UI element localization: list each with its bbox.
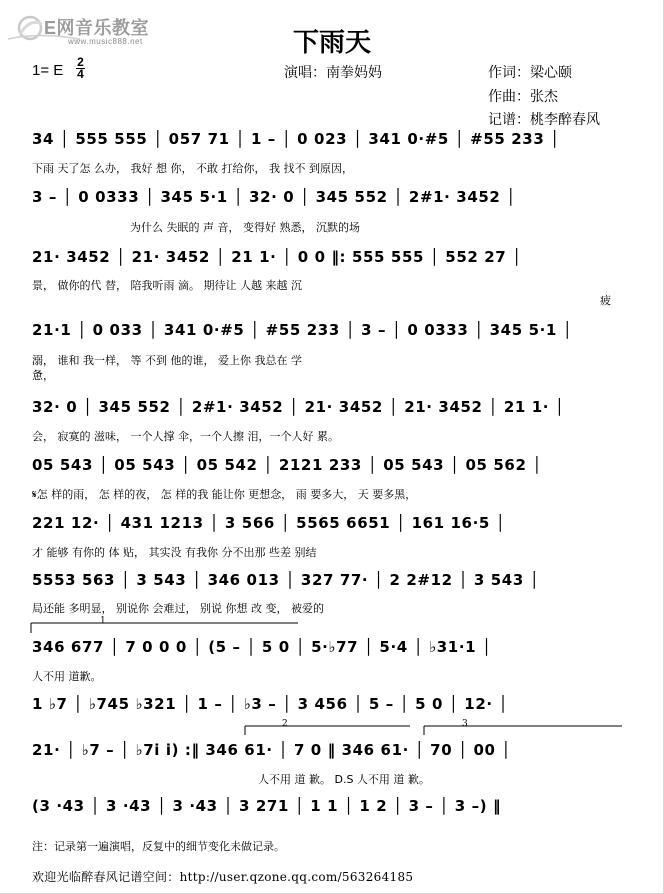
song-title: 下雨天 [292,28,371,58]
score-row-3-lyrics: 景， 做你的代 替， 陪我听雨 滴。 期待让 人越 来越 沉 [32,279,302,292]
score-row-2-notes: 3 – │ 0 0333 │ 345 5·1 │ 32· 0 │ 345 552 │ 2#1· 3452 │ [32,188,516,206]
volta-1-label: 1 [100,616,106,626]
meter-bottom: 4 [77,67,84,81]
score-row-2-lyrics: 为什么 失眠的 声 音， 变得好 熟悉， 沉默的场 [130,221,360,234]
singer-credit: 演唱：南拳妈妈 [284,65,382,81]
volta-2-label: 2 [282,719,288,729]
score-row-8-notes: 5553 563 │ 3 543 │ 346 013 │ 327 77· │ 2 2#12 │ 3 543 │ [32,571,540,589]
volta-3-label: 3 [462,719,468,729]
score-row-1-lyrics: 下雨 天了怎 么办， 我好 想 你， 不敢 打给你， 我 找不 到原因， [32,162,353,175]
score-row-11-lyrics: 人不用 道 歉。 D.S 人不用 道 歉。 [258,773,430,786]
footer-credit: 欢迎光临醉春风记谱空间：http://user.qzone.qq.com/563264185 [32,870,414,884]
score-row-9-lyrics: 人不用 道歉。 [32,670,102,683]
score-row-1-notes: 34 │ 555 555 │ 057 71 │ 1 – │ 0 023 │ 341 0·#5 │ #55 233 │ [32,130,560,148]
score-row-5-lyrics: 会， 寂寞的 滋味， 一个人撑 伞，一个人擦 泪，一个人好 累。 [32,430,339,443]
meter-top: 2 [77,55,84,69]
score-row-10-notes: 1 ♭7 │ ♭745 ♭321 │ 1 – │ ♭3 – │ 3 456 │ 5 – │ 5 0 │ 12· │ [32,695,509,713]
composer-credit: 作曲：张杰 [488,89,558,105]
volta-1-bracket [30,620,300,634]
score-row-12-notes: (3 ·43 │ 3 ·43 │ 3 ·43 │ 3 271 │ 1 1 │ 1 2 │ 3 – │ 3 –) ‖ [32,797,502,815]
score-row-4-lyrics-alt: 惫， [32,369,54,382]
score-row-5-notes: 32· 0 │ 345 552 │ 2#1· 3452 │ 21· 3452 │ 21· 3452 │ 21 1· │ [32,398,565,416]
score-row-3-lyrics-alt: 疲 [600,294,611,307]
score-row-9-notes: 346 677 │ 7 0 0 0 │ (5 – │ 5 0 │ 5·♭77 │ 5·4 │ ♭31·1 │ [32,638,492,656]
transcriber-credit: 记谱：桃李醉春风 [488,112,600,128]
time-signature [76,57,85,80]
transcription-note: 注：记录第一遍演唱，反复中的细节变化未做记录。 [32,840,285,853]
site-name: E网音乐教室 [44,18,150,38]
score-row-4-notes: 21·1 │ 0 033 │ 341 0·#5 │ #55 233 │ 3 – │ 0 0333 │ 345 5·1 │ [32,321,573,339]
score-row-8-lyrics: 局还能 多明显， 别说你 会难过， 别说 你想 改 变， 被爱的 [32,602,324,615]
score-row-4-lyrics: 溺， 谁和 我一样， 等 不到 他的谁， 爱上你 我总在 学 [32,354,302,367]
key-signature: 1= E [32,62,64,79]
score-row-3-notes: 21· 3452 │ 21· 3452 │ 21 1· │ 0 0 ‖: 555 555 │ 552 27 │ [32,248,522,266]
score-row-6-notes: 05 543 │ 05 543 │ 05 542 │ 2121 233 │ 05 543 │ 05 562 │ [32,456,542,474]
score-row-7-lyrics: 才 能够 有你的 体 贴， 其实没 有我你 分不出那 些差 别结 [32,546,317,559]
score-row-7-notes: 221 12· │ 431 1213 │ 3 566 │ 5565 6651 │ 161 16·5 │ [32,514,506,532]
site-url: www.music888.net [68,37,143,46]
score-row-6-lyrics: 𝄋怎 样的雨， 怎 样的夜， 怎 样的我 能让你 更想念， 雨 要多大， 天 要多黑， [32,488,417,501]
score-row-11-notes: 21· │ ♭7 – │ ♭7i i) :‖ 346 61· │ 7 0 ‖ 346 61· │ 70 │ 00 │ [32,741,512,759]
lyricist-credit: 作词：梁心颐 [488,65,572,81]
volta-2-3-brackets [244,722,624,736]
